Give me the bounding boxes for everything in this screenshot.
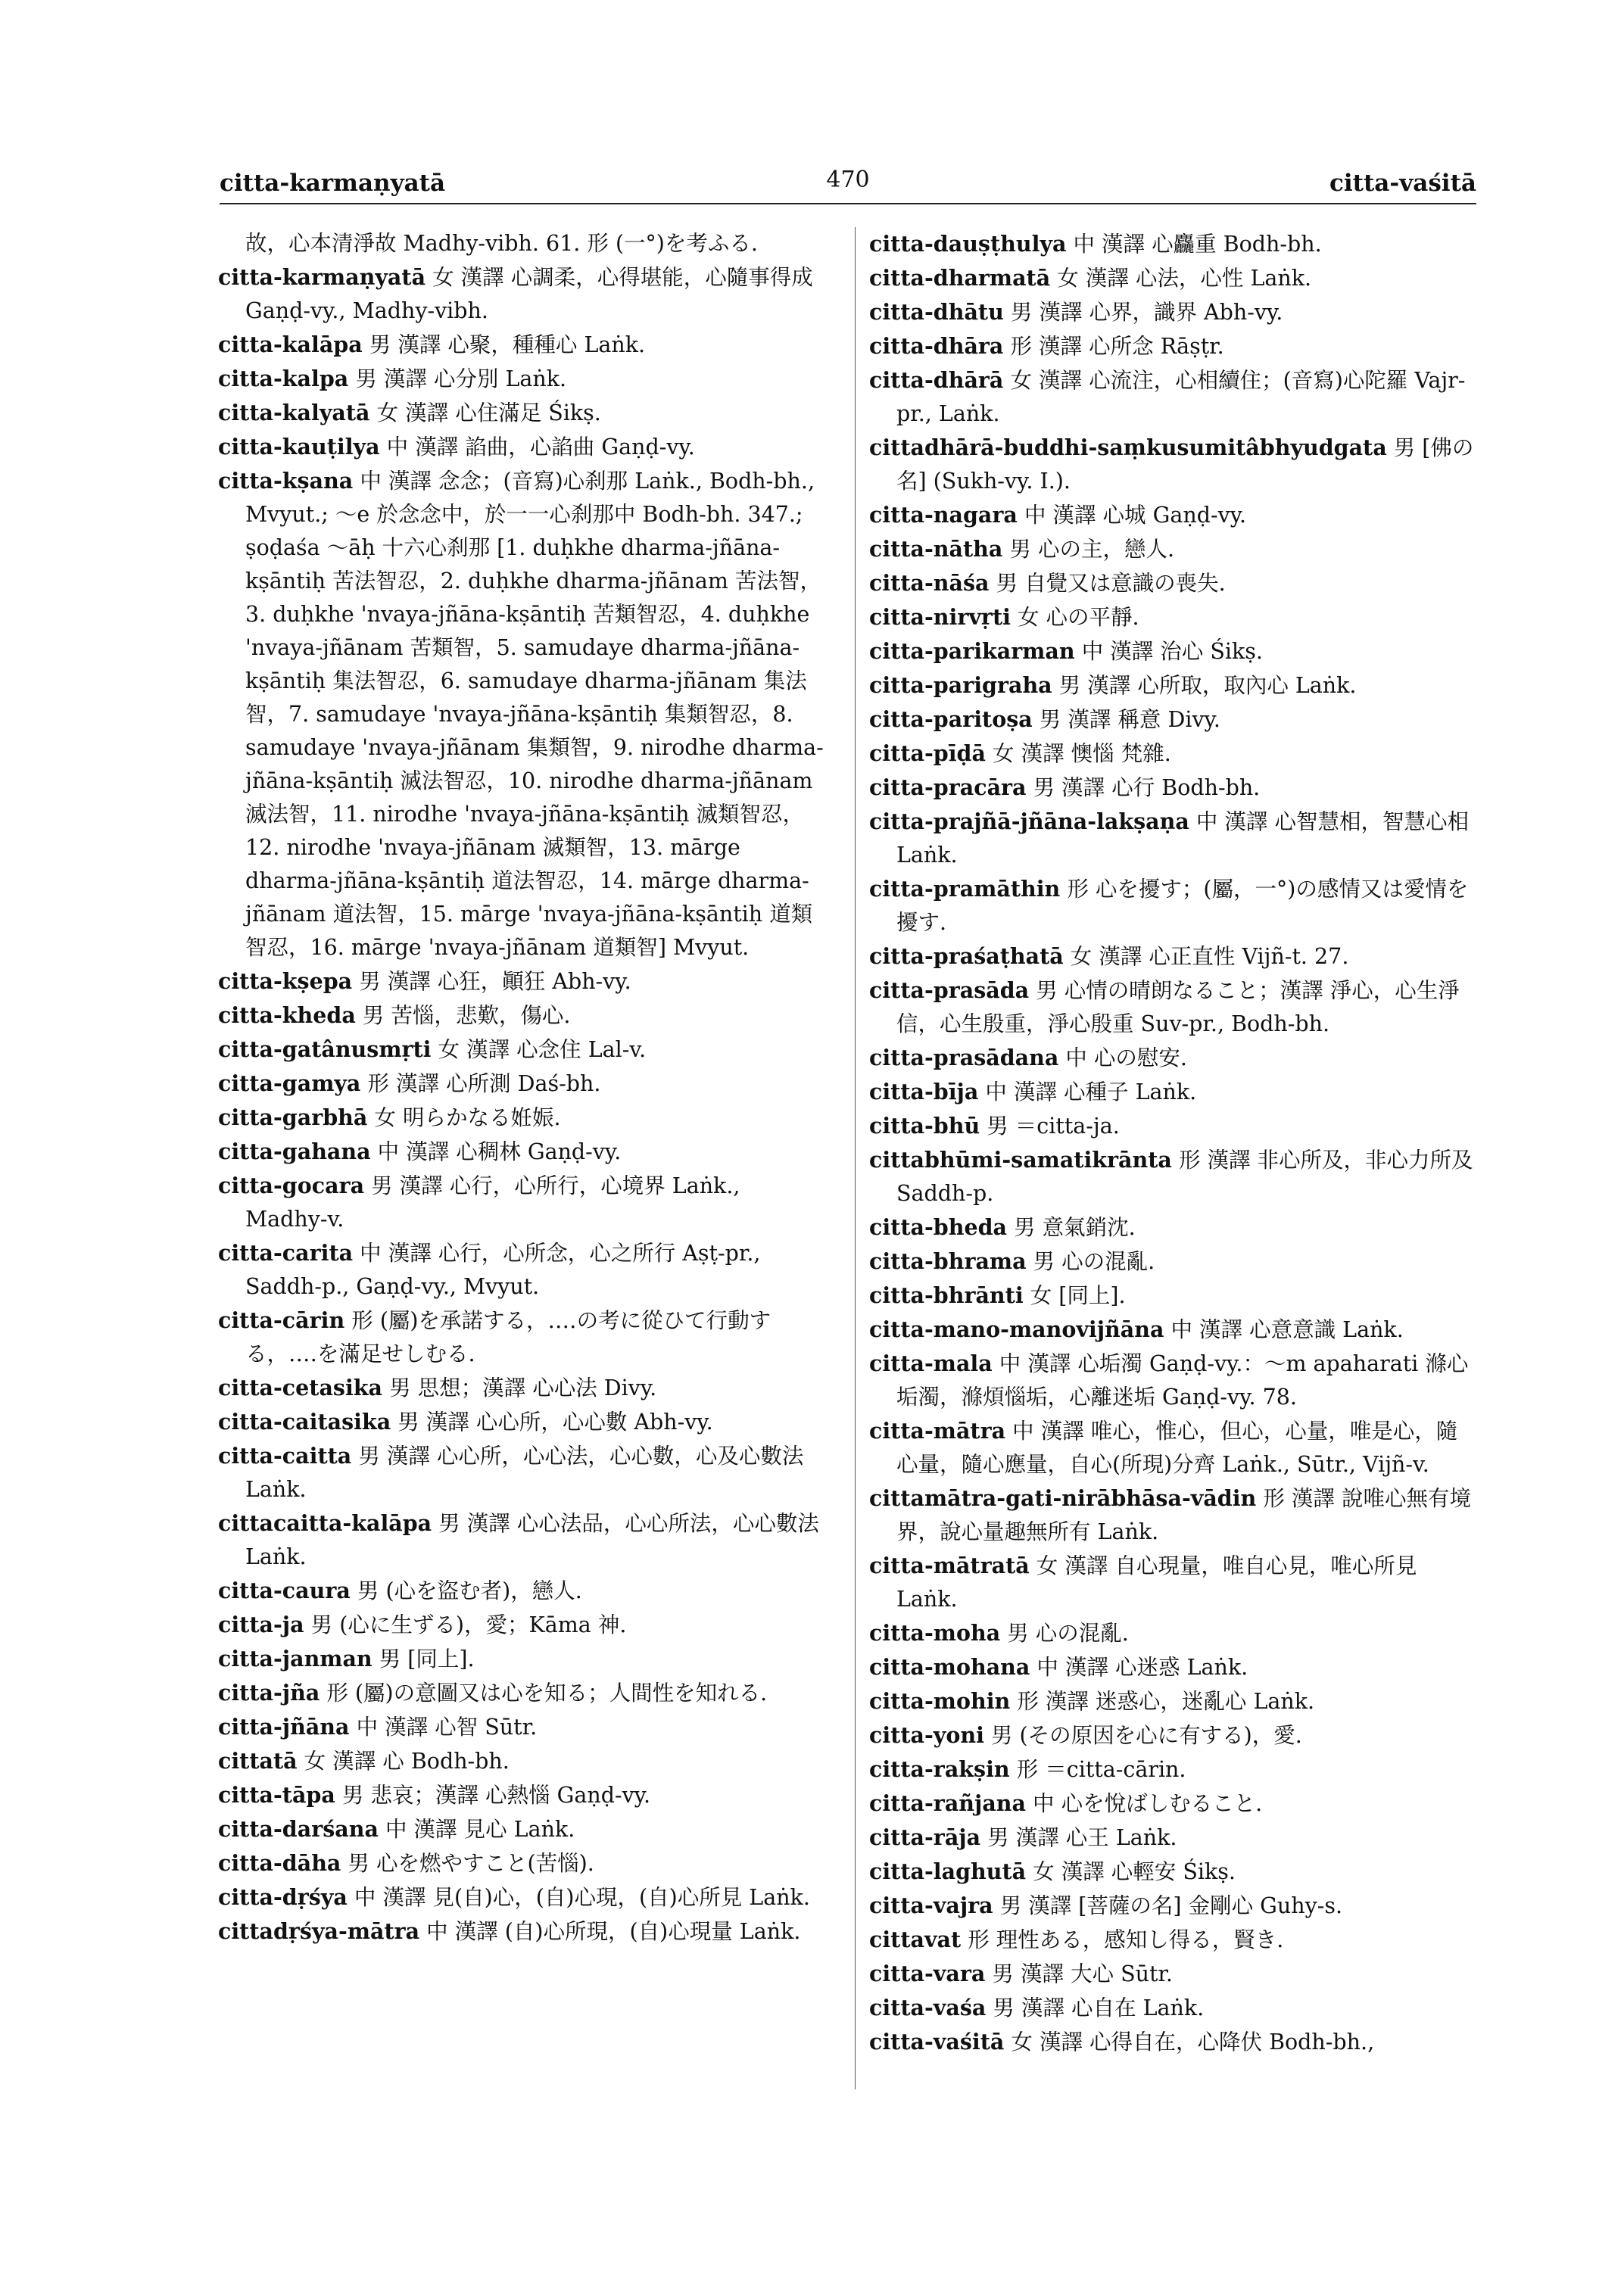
dictionary-entry [218, 1371, 828, 1405]
dictionary-entry [869, 566, 1479, 600]
entry-definition: 形 漢譯 迷惑心，迷亂心 Laṅk. [1017, 1689, 1315, 1714]
dictionary-entry [869, 1889, 1479, 1923]
dictionary-entry [869, 532, 1479, 566]
entry-headword: citta-garbhā [218, 1104, 368, 1130]
entry-headword: cittabhūmi-samatikrānta [869, 1147, 1172, 1173]
dictionary-entry [869, 431, 1479, 498]
entry-headword: citta-mātratā [869, 1553, 1030, 1578]
entry-definition: 男 心の混亂. [1033, 1249, 1155, 1274]
entry-definition: 男 漢譯 大心 Sūtr. [992, 1961, 1173, 1986]
entry-headword: citta-ja [218, 1612, 304, 1637]
entry-definition: 男 漢譯 [菩薩の名] 金剛心 Guhy-s. [999, 1893, 1343, 1918]
dictionary-entry [869, 363, 1479, 431]
dictionary-entry [869, 771, 1479, 805]
entry-headword: citta-mohin [869, 1688, 1011, 1714]
dictionary-entry [869, 1650, 1479, 1684]
column-divider [855, 227, 856, 2089]
dictionary-entry [218, 1574, 828, 1608]
entry-headword: citta-mano-manovijñāna [869, 1316, 1164, 1342]
entry-definition: 形 理性ある，感知し得る，賢き. [968, 1927, 1284, 1952]
entry-headword: citta-bhrānti [869, 1282, 1024, 1308]
dictionary-entry [869, 1210, 1479, 1245]
entry-headword: citta-cārin [218, 1307, 345, 1333]
entry-definition: 女 漢譯 心法，心性 Laṅk. [1057, 266, 1312, 291]
entry-headword: citta-parikarman [869, 638, 1075, 664]
right-column [869, 227, 1479, 2059]
entry-definition: 男 漢譯 心心所，心心數 Abh-vy. [397, 1410, 713, 1435]
dictionary-entry [869, 1684, 1479, 1718]
dictionary-entry [869, 1752, 1479, 1787]
entry-definition: 男 漢譯 心王 Laṅk. [987, 1825, 1177, 1850]
entry-definition: 男 心情の晴朗なること；漢譯 淨心，心生淨信，心生殷重，淨心殷重 Suv-pr., Bodh-bh. [896, 978, 1460, 1036]
entry-definition: 男 漢譯 心行，心所行，心境界 Laṅk., Madhy-v. [245, 1173, 740, 1232]
entry-definition: 中 漢譯 心智慧相，智慧心相 Laṅk. [896, 809, 1469, 868]
entry-definition: 中 心の慰安. [1065, 1045, 1187, 1070]
entry-definition: 男 漢譯 心心法品，心心所法，心心數法 Laṅk. [245, 1511, 819, 1569]
entry-definition: 男 (その原因を心に有する)，愛. [990, 1723, 1302, 1748]
dictionary-entry [218, 1067, 828, 1101]
entry-headword: citta-vaśitā [869, 2029, 1005, 2055]
entry-definition: 男 (心に生ずる)，愛；Kāma 神. [310, 1612, 627, 1637]
entry-headword: citta-pracāra [869, 774, 1027, 800]
running-head-right: citta-vaśitā [1329, 170, 1476, 197]
entry-headword: citta-caitasika [218, 1409, 391, 1435]
dictionary-entry [869, 227, 1479, 261]
entry-headword: citta-dṛśya [218, 1884, 348, 1910]
dictionary-entry [869, 939, 1479, 974]
entry-definition: 中 漢譯 心麤重 Bodh-bh. [1073, 232, 1322, 257]
entry-headword: citta-rakṣin [869, 1756, 1010, 1782]
dictionary-entry [869, 1143, 1479, 1210]
entry-definition: 男 心を燃やすこと(苦惱). [348, 1851, 594, 1876]
dictionary-entry [218, 1439, 828, 1506]
entry-headword: citta-moha [869, 1620, 1001, 1646]
entry-headword: cittavat [869, 1927, 962, 1952]
entry-headword: citta-nirvṛti [869, 604, 1011, 630]
dictionary-entry [869, 1279, 1479, 1313]
entry-definition: 男 心の主，戀人. [1009, 537, 1175, 562]
entry-definition: 中 漢譯 念念；(音寫)心刹那 Laṅk., Bodh-bh., Mvyut.; ～e 於念念中，於一一心刹那中 Bodh-bh. 347.; ṣoḍaśa ～āḥ 十六心刹那 [1. duḥkhe dharma-jñāna-kṣāntiḥ 苦法智忍，2. duḥkhe dharma-jñānam 苦法智，3. duḥkhe 'nvaya-jñāna-kṣāntiḥ 苦類智忍，4. duḥkhe 'nvaya-jñānam 苦類智，5. samudaye dharma-jñāna-kṣāntiḥ 集法智忍，6. samudaye dharma-jñānam 集法智，7. samudaye 'nvaya-jñāna-kṣāntiḥ 集類智忍，8. samudaye 'nvaya-jñānam 集類智，9. nirodhe dharma-jñāna-kṣāntiḥ 滅法智忍，10. nirodhe dharma-jñānam 滅法智，11. nirodhe 'nvaya-jñāna-kṣāntiḥ 滅類智忍，12. nirodhe 'nvaya-jñānam 滅類智，13. mārge dharma-jñāna-kṣāntiḥ 道法智忍，14. mārge dharma-jñānam 道法智，15. mārge 'nvaya-jñāna-kṣāntiḥ 道類智忍，16. mārge 'nvaya-jñānam 道類智] Mvyut. [245, 469, 824, 960]
entry-definition: 女 漢譯 心念住 Lal-v. [438, 1037, 647, 1062]
dictionary-entry [218, 464, 828, 964]
entry-definition: 中 漢譯 心迷惑 Laṅk. [1036, 1655, 1248, 1680]
entry-definition: 男 [佛の名] (Sukh-vy. I.). [896, 435, 1474, 494]
entry-headword: citta-vaśa [869, 1995, 987, 2020]
entry-definition: 中 漢譯 心意意識 Laṅk. [1170, 1317, 1404, 1342]
dictionary-entry [869, 1718, 1479, 1752]
entry-definition: 中 漢譯 心智 Sūtr. [356, 1715, 538, 1740]
dictionary-entry [218, 1880, 828, 1914]
entry-headword: citta-cetasika [218, 1375, 383, 1400]
dictionary-entry [869, 1245, 1479, 1279]
dictionary-entry [869, 2025, 1479, 2059]
entry-definition: 中 心を悅ばしむること. [1033, 1791, 1263, 1816]
dictionary-entry [869, 1616, 1479, 1650]
entry-definition: 男 漢譯 心自在 Laṅk. [993, 1995, 1205, 2020]
dictionary-entry [218, 1676, 828, 1710]
entry-headword: citta-jñāna [218, 1714, 350, 1740]
dictionary-entry [869, 1313, 1479, 1347]
entry-definition: 男 漢譯 心心所，心心法，心心數，心及心數法 Laṅk. [245, 1444, 804, 1502]
entry-headword: citta-praśaṭhatā [869, 943, 1064, 969]
entry-definition: 女 漢譯 心住滿足 Śikṣ. [376, 400, 601, 425]
entry-headword: citta-vara [869, 1961, 986, 1986]
entry-headword: citta-dhārā [869, 367, 1004, 393]
entry-headword: citta-jña [218, 1680, 320, 1706]
entry-definition: 男 漢譯 心狂，顚狂 Abh-vy. [359, 969, 631, 994]
entry-headword: citta-kauṭilya [218, 434, 380, 460]
dictionary-entry [869, 1481, 1479, 1549]
entry-headword: citta-dhātu [869, 299, 1004, 325]
entry-headword: citta-laghutā [869, 1858, 1027, 1884]
entry-definition: 女 漢譯 心調柔，心得堪能，心隨事得成 Gaṇḍ-vy., Madhy-vibh. [245, 265, 813, 323]
dictionary-entry [218, 1914, 828, 1949]
entry-headword: citta-vajra [869, 1893, 993, 1918]
dictionary-entry [218, 328, 828, 362]
entry-headword: cittamātra-gati-nirābhāsa-vādin [869, 1485, 1257, 1511]
entry-definition: 中 漢譯 諂曲，心諂曲 Gaṇḍ-vy. [386, 435, 695, 460]
entry-headword: citta-pramāthin [869, 876, 1061, 902]
dictionary-entry [218, 1405, 828, 1439]
entry-headword: citta-gamya [218, 1070, 361, 1096]
entry-definition: 女 漢譯 心正直性 Vijñ-t. 27. [1070, 944, 1349, 969]
entry-definition: 中 漢譯 唯心，惟心，但心，心量，唯是心，隨心量，隨心應量，自心(所現)分齊 Laṅk., Sūtr., Vijñ-v. [896, 1419, 1458, 1477]
entry-definition: 男 漢譯 心分別 Laṅk. [355, 366, 567, 391]
dictionary-entry [869, 1787, 1479, 1821]
entry-headword: citta-parigraha [869, 672, 1052, 698]
entry-definition: 中 漢譯 見(自)心，(自)心現，(自)心所見 Laṅk. [354, 1885, 810, 1910]
entry-headword: citta-kalyatā [218, 400, 370, 425]
entry-headword: cittadṛśya-mātra [218, 1918, 420, 1944]
dictionary-entry [218, 396, 828, 430]
entry-headword: citta-mohana [869, 1654, 1030, 1680]
dictionary-entry [869, 1923, 1479, 1957]
dictionary-entry [869, 737, 1479, 771]
dictionary-entry [218, 1812, 828, 1846]
dictionary-entry [218, 999, 828, 1033]
entry-definition: 形 漢譯 心所念 Rāṣṭr. [1010, 334, 1224, 359]
page-number: 470 [826, 167, 870, 193]
entry-headword: citta-dhāra [869, 333, 1004, 359]
entry-definition: 男 ＝citta-ja. [987, 1114, 1120, 1139]
dictionary-entry [869, 805, 1479, 872]
dictionary-entry [218, 1135, 828, 1169]
entry-headword: cittadhārā-buddhi-saṃkusumitâbhyudgata [869, 435, 1387, 460]
dictionary-entry [218, 1608, 828, 1642]
dictionary-entry [218, 1169, 828, 1236]
dictionary-entry [869, 1075, 1479, 1109]
dictionary-entry [869, 1991, 1479, 2025]
entry-headword: citta-dāha [218, 1850, 341, 1876]
dictionary-entry [218, 1236, 828, 1304]
entry-definition: 女 [同上]. [1030, 1283, 1126, 1308]
entry-headword: citta-prasāda [869, 977, 1030, 1003]
left-column [218, 227, 828, 1949]
entry-definition: 男 思想；漢譯 心心法 Divy. [389, 1375, 657, 1400]
dictionary-entry [869, 703, 1479, 737]
entry-definition: 男 漢譯 稱意 Divy. [1039, 707, 1220, 732]
entry-headword: citta-kṣepa [218, 968, 353, 994]
entry-definition: 男 漢譯 心聚，種種心 Laṅk. [369, 332, 646, 357]
dictionary-entry [218, 1642, 828, 1676]
dictionary-entry [869, 1414, 1479, 1481]
entry-definition: 中 漢譯 心種子 Laṅk. [985, 1080, 1197, 1104]
dictionary-entry [869, 1821, 1479, 1855]
entry-definition: 女 漢譯 心得自在，心降伏 Bodh-bh., [1011, 2030, 1375, 2055]
entry-headword: citta-bhū [869, 1113, 980, 1139]
entry-headword: cittatā [218, 1748, 298, 1774]
entry-headword: citta-janman [218, 1646, 372, 1671]
dictionary-entry [218, 1778, 828, 1812]
dictionary-entry [869, 1109, 1479, 1143]
entry-headword: citta-tāpa [218, 1782, 335, 1808]
entry-headword: citta-dharmatā [869, 265, 1051, 291]
entry-headword: citta-gocara [218, 1173, 365, 1198]
dictionary-entry [869, 261, 1479, 295]
entry-definition: 女 漢譯 自心現量，唯自心見，唯心所見 Laṅk. [896, 1553, 1417, 1612]
entry-definition: 中 漢譯 (自)心所現，(自)心現量 Laṅk. [426, 1919, 801, 1944]
entry-headword: citta-prajñā-jñāna-lakṣaṇa [869, 808, 1189, 834]
dictionary-entry [869, 974, 1479, 1041]
dictionary-entry [218, 1506, 828, 1574]
entry-definition: 男 漢譯 心行 Bodh-bh. [1033, 775, 1261, 800]
entry-definition: 男 苦惱，悲歎，傷心. [362, 1003, 571, 1028]
entry-definition: 男 自覺又は意識の喪失. [996, 571, 1226, 596]
entry-headword: citta-nātha [869, 536, 1003, 562]
dictionary-entry [218, 1304, 828, 1371]
entry-headword: citta-kalāpa [218, 332, 363, 357]
entry-definition: 女 心の平靜. [1018, 605, 1139, 630]
entry-definition: 女 漢譯 懊惱 梵雜. [993, 741, 1171, 766]
entry-headword: citta-paritoṣa [869, 706, 1033, 732]
entry-definition: 男 漢譯 心界，識界 Abh-vy. [1010, 300, 1283, 325]
dictionary-entry [218, 1033, 828, 1067]
entry-definition: 中 漢譯 心稠林 Gaṇḍ-vy. [377, 1139, 622, 1164]
entry-headword: cittacaitta-kalāpa [218, 1510, 432, 1536]
entry-headword: citta-bheda [869, 1214, 1007, 1240]
entry-headword: citta-dauṣṭhulya [869, 231, 1067, 257]
dictionary-entry [218, 227, 828, 260]
dictionary-entry [869, 329, 1479, 363]
entry-definition: 女 漢譯 心流注，心相續住；(音寫)心陀羅 Vajr-pr., Laṅk. [896, 368, 1466, 426]
entry-headword: citta-carita [218, 1240, 354, 1266]
entry-definition: 女 漢譯 心輕安 Śikṣ. [1033, 1859, 1236, 1884]
dictionary-entry [218, 1710, 828, 1744]
entry-headword: citta-nagara [869, 502, 1018, 528]
entry-headword: citta-kheda [218, 1002, 356, 1028]
dictionary-entry [869, 634, 1479, 668]
entry-headword: citta-darśana [218, 1816, 379, 1842]
entry-headword: citta-pīḍā [869, 740, 986, 766]
dictionary-entry [218, 430, 828, 464]
entry-definition: 形 心を擾す；(屬，一°)の感情又は愛情を擾す. [896, 877, 1469, 935]
entry-headword: citta-mātra [869, 1418, 1006, 1444]
entry-headword: citta-rañjana [869, 1790, 1026, 1816]
dictionary-entry [218, 260, 828, 328]
dictionary-entry [869, 1957, 1479, 1991]
entry-definition: 中 漢譯 心行，心所念，心之所行 Aṣṭ-pr., Saddh-p., Gaṇḍ-vy., Mvyut. [245, 1241, 761, 1299]
entry-headword: citta-gahana [218, 1139, 371, 1164]
entry-definition: 中 漢譯 見心 Laṅk. [385, 1817, 575, 1842]
dictionary-entry [218, 1744, 828, 1778]
dictionary-entry [869, 1347, 1479, 1414]
entry-definition: 女 明らかなる姙娠. [374, 1105, 561, 1130]
running-head-left: citta-karmaṇyatā [220, 170, 446, 197]
entry-definition: 形 漢譯 心所測 Daś-bh. [367, 1071, 601, 1096]
entry-definition: 形 漢譯 非心所及，非心力所及 Saddh-p. [896, 1148, 1473, 1206]
dictionary-entry [869, 1855, 1479, 1889]
entry-headword: citta-nāśa [869, 570, 990, 596]
entry-headword: citta-caura [218, 1578, 351, 1603]
entry-headword: citta-kṣana [218, 468, 354, 494]
entry-headword: citta-bīja [869, 1079, 979, 1104]
entry-definition: 形 (屬)を承諾する，‥‥の考に從ひて行動する，‥‥を滿足せしむる. [245, 1308, 771, 1366]
entry-headword: citta-kalpa [218, 366, 349, 391]
entry-definition: 中 漢譯 治心 Śikṣ. [1081, 639, 1263, 664]
entry-definition: 形 (屬)の意圖又は心を知る；人間性を知れる. [326, 1681, 768, 1706]
entry-definition: 中 漢譯 心城 Gaṇḍ-vy. [1024, 503, 1247, 528]
entry-headword: citta-rāja [869, 1824, 981, 1850]
entry-definition: 男 意氣銷沈. [1014, 1215, 1136, 1240]
dictionary-entry [869, 600, 1479, 634]
entry-definition: 形 ＝citta-cārin. [1016, 1757, 1186, 1782]
entry-definition: 中 漢譯 心垢濁 Gaṇḍ-vy.：～m apaharati 滌心垢濁，滌煩惱垢，心離迷垢 Gaṇḍ-vy. 78. [896, 1351, 1469, 1410]
dictionary-entry [869, 668, 1479, 703]
entry-headword: citta-karmaṇyatā [218, 264, 426, 290]
entry-headword: citta-caitta [218, 1443, 352, 1469]
dictionary-entry [218, 1846, 828, 1880]
entry-headword: citta-gatânusmṛti [218, 1036, 432, 1062]
entry-definition: 男 心の混亂. [1007, 1621, 1129, 1646]
entry-definition: 男 漢譯 心所取，取內心 Laṅk. [1058, 673, 1357, 698]
entry-headword: citta-mala [869, 1351, 993, 1376]
header-rule [220, 203, 1476, 204]
dictionary-entry [869, 1041, 1479, 1075]
dictionary-entry [869, 872, 1479, 939]
entry-headword: citta-yoni [869, 1722, 984, 1748]
entry-definition: 故，心本清淨故 Madhy-vibh. 61. 形 (一°)を考ふる. [245, 231, 758, 256]
running-head [220, 162, 1476, 200]
entry-headword: citta-prasādana [869, 1045, 1059, 1070]
entry-definition: 形 漢譯 說唯心無有境界，說心量趣無所有 Laṅk. [896, 1486, 1471, 1544]
dictionary-entry [869, 498, 1479, 532]
dictionary-entry [218, 362, 828, 396]
dictionary-entry [869, 1549, 1479, 1616]
dictionary-entry [218, 964, 828, 999]
entry-definition: 男 (心を盜む者)，戀人. [357, 1578, 582, 1603]
entry-definition: 男 [同上]. [379, 1647, 475, 1671]
entry-headword: citta-bhrama [869, 1248, 1027, 1274]
entry-definition: 女 漢譯 心 Bodh-bh. [304, 1749, 510, 1774]
entry-definition: 男 悲哀；漢譯 心熱惱 Gaṇḍ-vy. [341, 1783, 651, 1808]
dictionary-entry [218, 1101, 828, 1135]
dictionary-entry [869, 295, 1479, 329]
